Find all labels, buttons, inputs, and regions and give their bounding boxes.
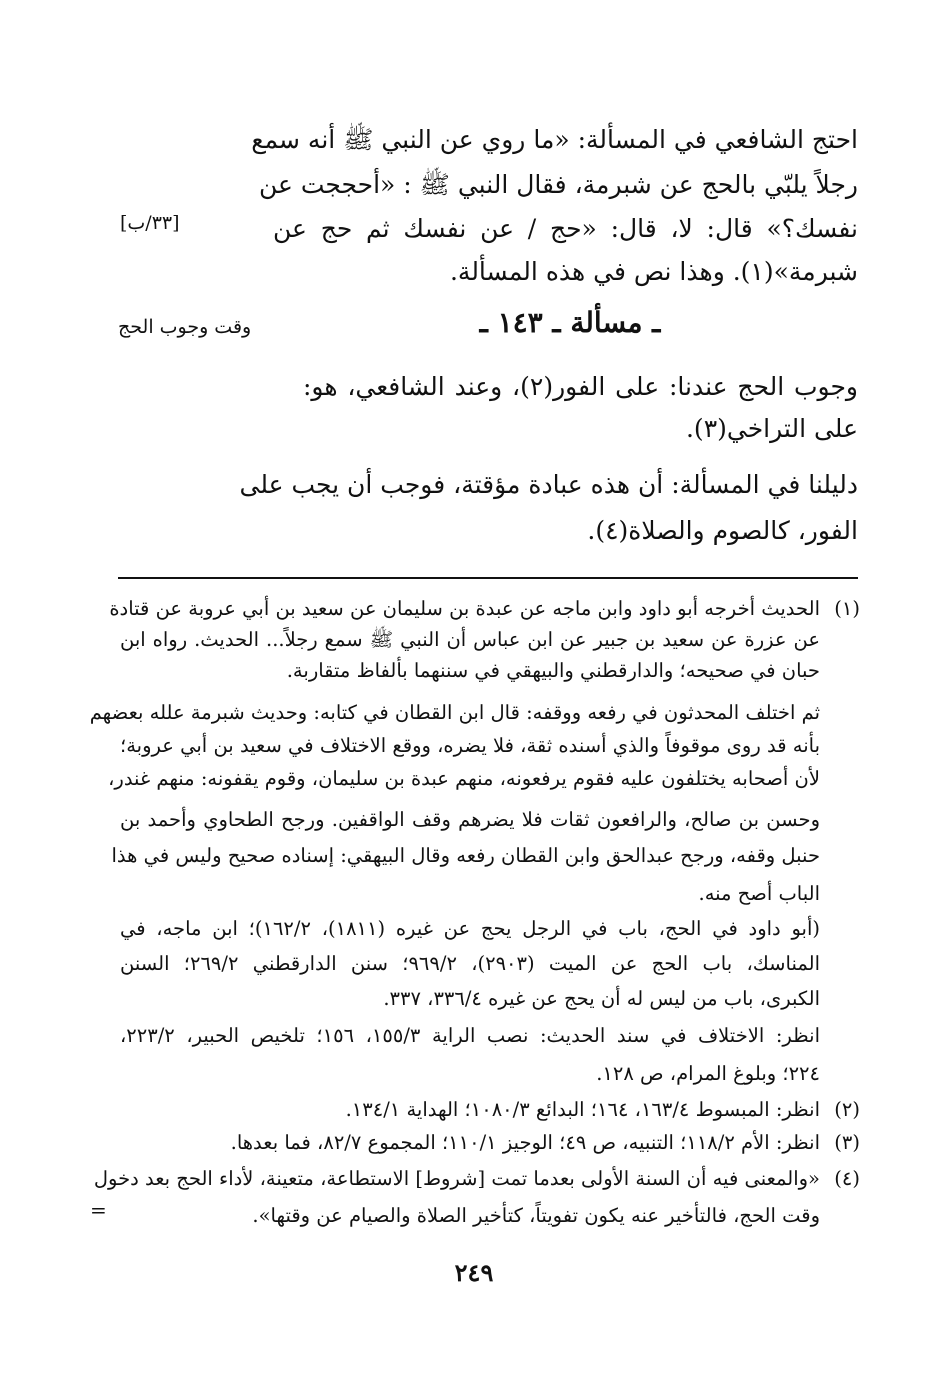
- folio-mark: [٣٣/ب]: [120, 212, 180, 234]
- footnote-line: (أبو داود في الحج، باب في الرجل يحج عن غيره (١٨١١)، ١٦٢/٢)؛ ابن ماجه، في: [120, 917, 820, 940]
- footnote-line: «والمعنى فيه أن السنة الأولى بعدما تمت [شروط] الاستطاعة، متعينة، لأداء الحج بعد دخول: [93, 1167, 820, 1190]
- footnote-line: ثم اختلف المحدثون في رفعه ووقفه: قال ابن القطان في كتابه: وحديث شبرمة علله بعضهم: [89, 701, 820, 724]
- main-line: رجلاً يلبّي بالحج عن شبرمة، فقال النبي ﷺ : «أحججت عن: [258, 170, 858, 199]
- footnote-line: بأنه قد روى موقوفاً والذي أسنده ثقة، فلا يضره، ووقع الاختلاف في سعيد بن أبي عروبة؛: [120, 734, 820, 757]
- main-line: احتج الشافعي في المسألة: «ما روي عن النبي ﷺ أنه سمع: [251, 125, 858, 154]
- footnote-line: وقت الحج، فالتأخير عنه يكون تفويتاً، كتأخير الصلاة والصيام عن وقتها».: [252, 1204, 820, 1227]
- footnote-line: الباب أصح منه.: [698, 882, 820, 905]
- footnote-line: لأن أصحابه يختلفون عليه فقوم يرفعونه، منهم عبدة بن سليمان، وقوم يقفونه: منهم غندر،: [108, 767, 820, 790]
- main-line: وجوب الحج عندنا: على الفور(٢)، وعند الشافعي، هو:: [303, 372, 858, 401]
- footnote-separator: [118, 577, 858, 579]
- page-number: ٢٤٩: [454, 1258, 494, 1287]
- main-line: دليلنا في المسألة: أن هذه عبادة مؤقتة، فوجب أن يجب على: [239, 470, 858, 499]
- main-line: على التراخي(٣).: [685, 414, 858, 443]
- footnote-line: ٢٢٤؛ وبلوغ المرام، ص ١٢٨.: [596, 1062, 820, 1085]
- footnote-line: عن عزرة عن سعيد بن جبير عن ابن عباس أن النبي ﷺ سمع رجلاً... الحديث. رواه ابن: [120, 628, 820, 651]
- margin-title: وقت وجوب الحج: [118, 316, 252, 338]
- footnote-number: (٣): [834, 1131, 860, 1154]
- footnote-number: (٤): [834, 1167, 860, 1190]
- footnote-line: انظر: الاختلاف في سند الحديث: نصب الراية ١٥٥/٣، ١٥٦؛ تلخيص الحبير، ٢٢٣/٢،: [120, 1024, 821, 1047]
- footnote-number: (٢): [834, 1098, 860, 1121]
- footnote-line: انظر: الأم ١١٨/٢؛ التنبيه، ص ٤٩؛ الوجيز ١١٠/١؛ المجموع ٨٢/٧، فما بعدها.: [230, 1131, 820, 1154]
- footnote-line: المناسك، باب الحج عن الميت (٢٩٠٣)، ٩٦٩/٢؛ سنن الدارقطني ٢٦٩/٢؛ السنن: [120, 952, 820, 975]
- section-heading: ـ مسألة ـ ١٤٣ ـ: [479, 306, 661, 339]
- main-line: نفسك؟» قال: لا، قال: «حج / عن نفسك ثم حج عن: [273, 214, 858, 243]
- main-line: شبرمة»(١). وهذا نص في هذه المسألة.: [449, 257, 858, 286]
- continuation-mark: =: [90, 1198, 107, 1222]
- footnote-line: حبان في صحيحه؛ والدارقطني والبيهقي في سننهما بألفاظ متقاربة.: [286, 659, 820, 682]
- footnote-line: انظر: المبسوط ١٦٣/٤، ١٦٤؛ البدائع ١٠٨٠/٣؛ الهداية ١٣٤/١.: [345, 1098, 820, 1121]
- footnote-line: الحديث أخرجه أبو داود وابن ماجه عن عبدة بن سليمان عن سعيد بن أبي عروبة عن قتادة: [109, 597, 820, 620]
- footnote-line: حنبل وقفه، ورجح عبدالحق وابن القطان رفعه وقال البيهقي: إسناده صحيح وليس في هذا: [111, 844, 820, 867]
- footnote-line: وحسن بن صالح، والرافعون ثقات فلا يضرهم وقف الواقفين. ورجح الطحاوي وأحمد بن: [120, 808, 820, 831]
- main-line: الفور، كالصوم والصلاة(٤).: [587, 516, 858, 545]
- footnote-line: الكبرى، باب من ليس له أن يحج عن غيره ٣٣٦/٤، ٣٣٧.: [383, 987, 820, 1010]
- footnote-number: (١): [834, 597, 860, 620]
